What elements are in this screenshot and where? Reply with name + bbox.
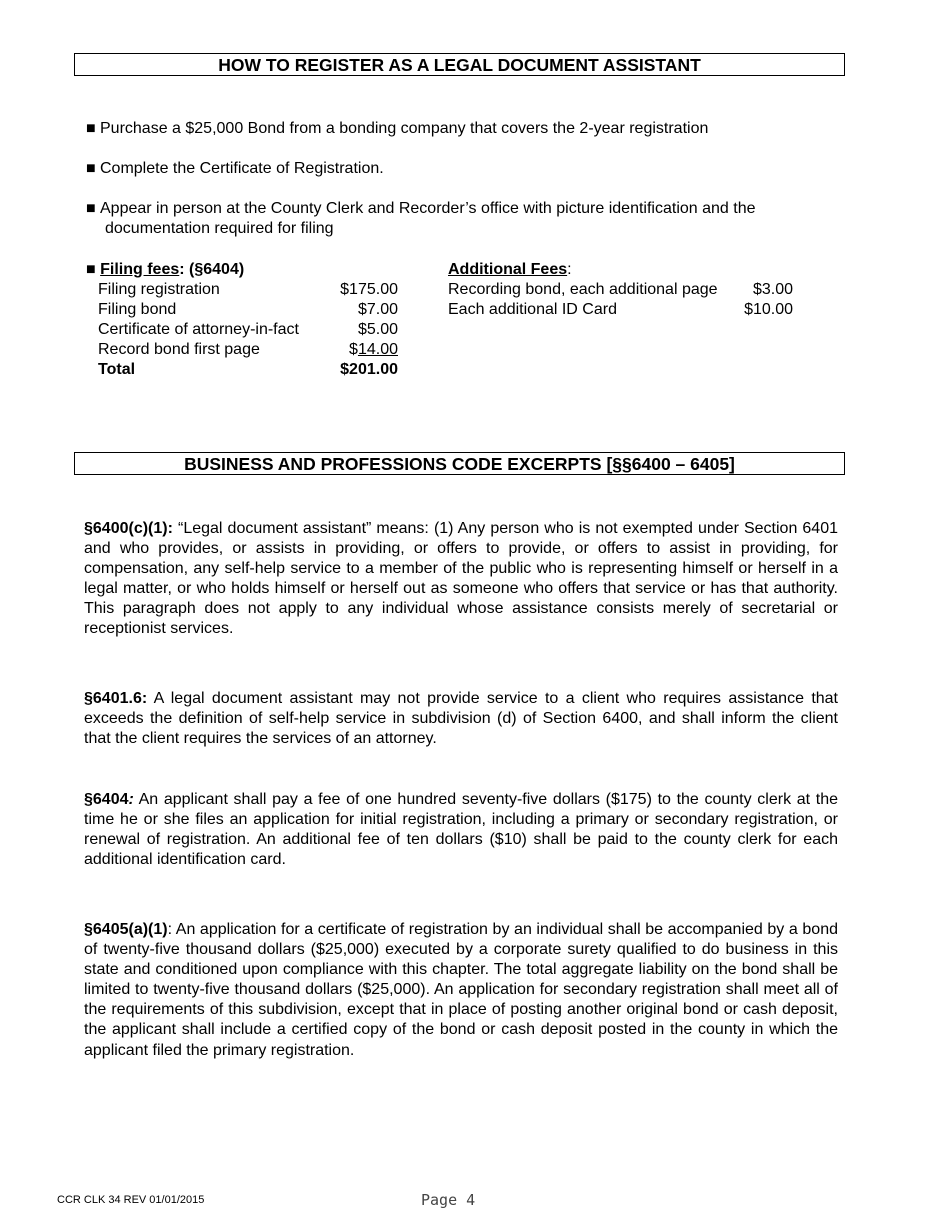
bullet-square-icon: ■ [86, 120, 96, 137]
bullet-purchase-bond [86, 119, 846, 139]
fee-row [98, 340, 398, 360]
bullet-square-icon: ■ [86, 200, 96, 217]
fee-label: Filing bond [98, 301, 177, 318]
section-6405-paragraph [84, 920, 838, 1061]
fee-amount-digits: 14.00 [357, 341, 398, 358]
section-code: §6405(a)(1) [84, 921, 168, 938]
bullet-text: Purchase a $25,000 Bond from a bonding company that covers the 2-year registration [100, 120, 709, 137]
page-number: Page 4 [421, 1191, 476, 1209]
fee-total-amount: $201.00 [340, 361, 398, 378]
additional-fees-heading [448, 260, 793, 280]
section-code: §6400(c)(1): [84, 520, 173, 537]
filing-fees-heading-label: Filing fees [100, 261, 180, 278]
additional-fees-heading-suffix: : [567, 261, 572, 278]
fee-amount [349, 340, 398, 360]
excerpts-section-title: BUSINESS AND PROFESSIONS CODE EXCERPTS [§§6400 – 6405] [74, 452, 845, 475]
section-6401-paragraph [84, 689, 838, 749]
bullet-square-icon: ■ [86, 160, 96, 177]
filing-fees-table [86, 260, 398, 380]
fee-amount-currency: $ [349, 341, 358, 358]
fee-amount: $3.00 [752, 281, 793, 298]
fee-label: Recording bond, each additional page [448, 281, 718, 298]
fee-row [98, 300, 398, 320]
register-section-title: HOW TO REGISTER AS A LEGAL DOCUMENT ASSISTANT [74, 53, 845, 76]
fee-amount: $7.00 [357, 301, 398, 318]
additional-fees-table [448, 260, 793, 320]
bullet-text: Complete the Certificate of Registration. [100, 160, 384, 177]
form-id: CCR CLK 34 REV 01/01/2015 [57, 1194, 205, 1206]
filing-fees-heading [86, 260, 398, 280]
fee-row [98, 320, 398, 340]
section-code: §6401.6: [84, 690, 148, 707]
fee-total-row [98, 360, 398, 380]
section-6400-paragraph [84, 519, 838, 640]
section-text: : An application for a certificate of registration by an individual shall be accompanied by a bond of twenty-five thousand dollars ($25,000) executed by a corporate surety qualified to do business in this state and conditioned upon compliance with this chapter. The total aggregate liability on the bond shall be limited to twenty-five thousand dollars ($25,000). An application for secondary registration shall meet all of the requirements of this subdivision, except that in place of posting another original bond or cash deposit, the applicant shall include a certified copy of the bond or cash deposit posted in the county in which the applicant filed the primary registration. [84, 921, 838, 1059]
fee-label: Filing registration [98, 281, 220, 298]
additional-fees-heading-label: Additional Fees [448, 261, 568, 278]
fee-total-label: Total [98, 361, 136, 378]
fee-amount: $10.00 [744, 301, 793, 318]
section-text: “Legal document assistant” means: (1) Any person who is not exempted under Section 6401 and who provides, or assists in providing, or offers to provide, or offers to assist in providing, for compensation, any self-help service to a member of the public who is representing himself or herself in a legal matter, or who holds himself or herself out as someone who offers that service or has that authority. This paragraph does not apply to any individual whose assistance consists merely of secretarial or receptionist services. [84, 520, 838, 638]
fee-row [98, 280, 398, 300]
fee-label: Each additional ID Card [448, 301, 617, 318]
fee-label: Certificate of attorney-in-fact [98, 321, 299, 338]
bullet-text: Appear in person at the County Clerk and Recorder’s office with picture identification and the documentation required for filing [100, 200, 756, 237]
filing-fees-heading-suffix: : (§6404) [179, 261, 245, 278]
fee-row [448, 280, 793, 300]
fee-label: Record bond first page [98, 341, 260, 358]
fee-amount: $5.00 [357, 321, 398, 338]
section-code: §6404 [84, 791, 129, 808]
section-6404-paragraph [84, 790, 838, 870]
fee-row [448, 300, 793, 320]
bullet-complete-certificate [86, 159, 846, 179]
section-text: A legal document assistant may not provide service to a client who requires assistance that exceeds the definition of self-help service in subdivision (d) of Section 6400, and shall inform the client that the client requires the services of an attorney. [84, 690, 838, 748]
bullet-square-icon: ■ [86, 261, 96, 278]
fee-amount: $175.00 [340, 281, 398, 298]
bullet-appear-in-person [86, 199, 846, 239]
section-text: An applicant shall pay a fee of one hundred seventy-five dollars ($175) to the county clerk at the time he or she files an application for initial registration, including a primary or secondary registration, or renewal of registration. An additional fee of ten dollars ($10) shall be paid to the county clerk for each additional identification card. [84, 791, 838, 869]
section-code-suffix: : [128, 791, 134, 808]
